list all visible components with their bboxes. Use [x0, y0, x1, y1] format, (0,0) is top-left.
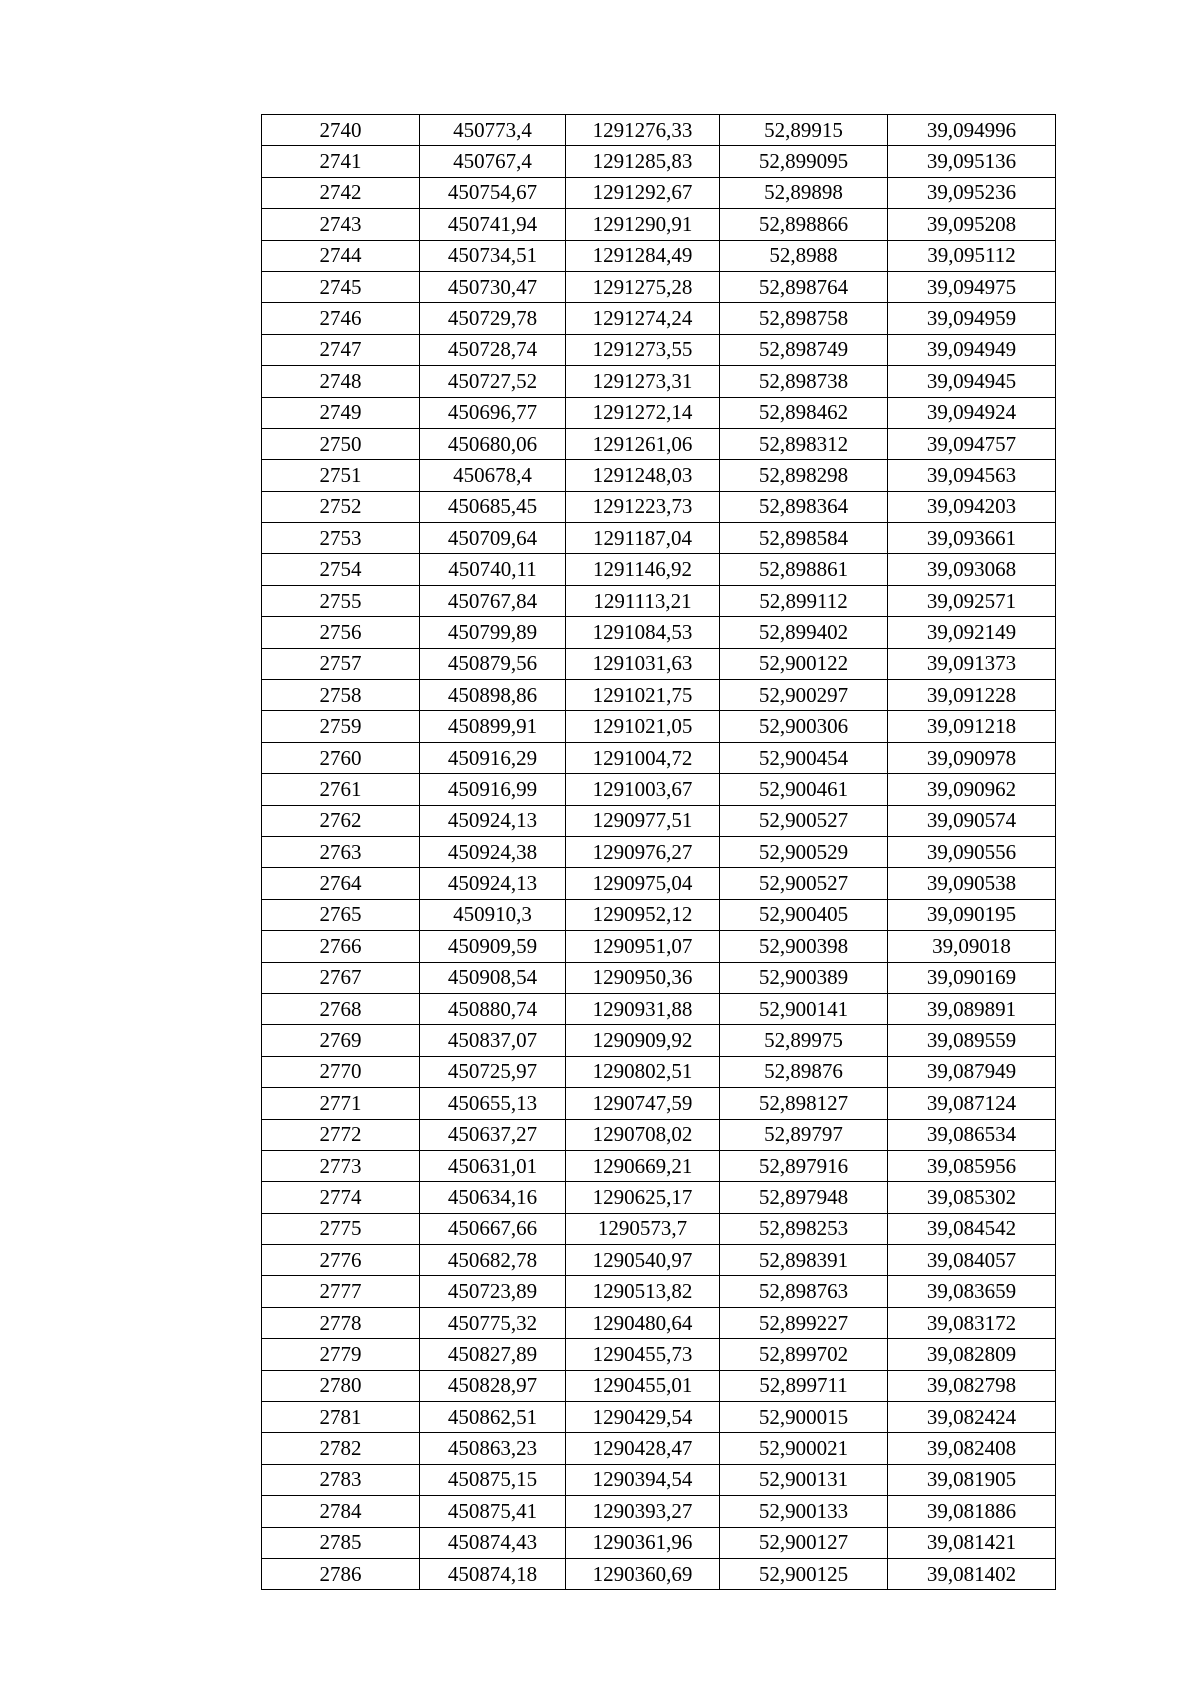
x-coordinate-cell: 450678,4 — [420, 460, 566, 491]
y-coordinate-cell: 1290455,73 — [566, 1339, 720, 1370]
x-coordinate-cell: 450682,78 — [420, 1245, 566, 1276]
point-number-cell: 2771 — [262, 1088, 420, 1119]
y-coordinate-cell: 1291223,73 — [566, 491, 720, 522]
x-coordinate-cell: 450909,59 — [420, 931, 566, 962]
point-number-cell: 2755 — [262, 585, 420, 616]
x-coordinate-cell: 450880,74 — [420, 993, 566, 1024]
y-coordinate-cell: 1291021,75 — [566, 680, 720, 711]
table-row — [262, 1276, 1056, 1307]
longitude-cell: 39,094975 — [888, 271, 1056, 302]
latitude-cell: 52,899711 — [720, 1370, 888, 1401]
latitude-cell: 52,898298 — [720, 460, 888, 491]
x-coordinate-cell: 450727,52 — [420, 366, 566, 397]
table-row — [262, 209, 1056, 240]
y-coordinate-cell: 1291273,31 — [566, 366, 720, 397]
latitude-cell: 52,89915 — [720, 115, 888, 146]
longitude-cell: 39,092571 — [888, 585, 1056, 616]
latitude-cell: 52,898866 — [720, 209, 888, 240]
longitude-cell: 39,086534 — [888, 1119, 1056, 1150]
longitude-cell: 39,090978 — [888, 742, 1056, 773]
table-row — [262, 1088, 1056, 1119]
latitude-cell: 52,8988 — [720, 240, 888, 271]
latitude-cell: 52,900454 — [720, 742, 888, 773]
y-coordinate-cell: 1290975,04 — [566, 868, 720, 899]
table-row — [262, 680, 1056, 711]
longitude-cell: 39,081905 — [888, 1464, 1056, 1495]
latitude-cell: 52,899402 — [720, 617, 888, 648]
x-coordinate-cell: 450875,41 — [420, 1496, 566, 1527]
longitude-cell: 39,083659 — [888, 1276, 1056, 1307]
table-row — [262, 366, 1056, 397]
point-number-cell: 2782 — [262, 1433, 420, 1464]
longitude-cell: 39,094949 — [888, 334, 1056, 365]
x-coordinate-cell: 450924,13 — [420, 868, 566, 899]
table-row — [262, 1527, 1056, 1558]
point-number-cell: 2784 — [262, 1496, 420, 1527]
longitude-cell: 39,082408 — [888, 1433, 1056, 1464]
latitude-cell: 52,898764 — [720, 271, 888, 302]
y-coordinate-cell: 1291031,63 — [566, 648, 720, 679]
point-number-cell: 2785 — [262, 1527, 420, 1558]
longitude-cell: 39,090195 — [888, 899, 1056, 930]
table-row — [262, 1370, 1056, 1401]
point-number-cell: 2783 — [262, 1464, 420, 1495]
y-coordinate-cell: 1291285,83 — [566, 146, 720, 177]
longitude-cell: 39,095208 — [888, 209, 1056, 240]
point-number-cell: 2773 — [262, 1150, 420, 1181]
x-coordinate-cell: 450685,45 — [420, 491, 566, 522]
point-number-cell: 2748 — [262, 366, 420, 397]
x-coordinate-cell: 450655,13 — [420, 1088, 566, 1119]
table-row — [262, 303, 1056, 334]
latitude-cell: 52,900133 — [720, 1496, 888, 1527]
point-number-cell: 2750 — [262, 428, 420, 459]
longitude-cell: 39,093661 — [888, 523, 1056, 554]
y-coordinate-cell: 1291084,53 — [566, 617, 720, 648]
x-coordinate-cell: 450723,89 — [420, 1276, 566, 1307]
y-coordinate-cell: 1290931,88 — [566, 993, 720, 1024]
point-number-cell: 2749 — [262, 397, 420, 428]
table-row — [262, 711, 1056, 742]
coordinates-table-body — [262, 115, 1056, 1590]
longitude-cell: 39,089891 — [888, 993, 1056, 1024]
table-row — [262, 899, 1056, 930]
latitude-cell: 52,897916 — [720, 1150, 888, 1181]
x-coordinate-cell: 450874,43 — [420, 1527, 566, 1558]
latitude-cell: 52,898253 — [720, 1213, 888, 1244]
x-coordinate-cell: 450637,27 — [420, 1119, 566, 1150]
y-coordinate-cell: 1291273,55 — [566, 334, 720, 365]
latitude-cell: 52,900131 — [720, 1464, 888, 1495]
table-row — [262, 1464, 1056, 1495]
point-number-cell: 2768 — [262, 993, 420, 1024]
y-coordinate-cell: 1290513,82 — [566, 1276, 720, 1307]
x-coordinate-cell: 450728,74 — [420, 334, 566, 365]
table-row — [262, 1213, 1056, 1244]
y-coordinate-cell: 1290455,01 — [566, 1370, 720, 1401]
table-row — [262, 460, 1056, 491]
y-coordinate-cell: 1291272,14 — [566, 397, 720, 428]
latitude-cell: 52,898861 — [720, 554, 888, 585]
table-row — [262, 1150, 1056, 1181]
x-coordinate-cell: 450862,51 — [420, 1402, 566, 1433]
x-coordinate-cell: 450725,97 — [420, 1056, 566, 1087]
longitude-cell: 39,085302 — [888, 1182, 1056, 1213]
latitude-cell: 52,900306 — [720, 711, 888, 742]
latitude-cell: 52,900015 — [720, 1402, 888, 1433]
latitude-cell: 52,897948 — [720, 1182, 888, 1213]
table-row — [262, 334, 1056, 365]
x-coordinate-cell: 450734,51 — [420, 240, 566, 271]
table-row — [262, 1339, 1056, 1370]
point-number-cell: 2745 — [262, 271, 420, 302]
longitude-cell: 39,095136 — [888, 146, 1056, 177]
latitude-cell: 52,900398 — [720, 931, 888, 962]
table-row — [262, 774, 1056, 805]
x-coordinate-cell: 450680,06 — [420, 428, 566, 459]
longitude-cell: 39,095236 — [888, 177, 1056, 208]
y-coordinate-cell: 1290361,96 — [566, 1527, 720, 1558]
latitude-cell: 52,900389 — [720, 962, 888, 993]
longitude-cell: 39,084542 — [888, 1213, 1056, 1244]
longitude-cell: 39,082424 — [888, 1402, 1056, 1433]
table-row — [262, 1433, 1056, 1464]
x-coordinate-cell: 450773,4 — [420, 115, 566, 146]
point-number-cell: 2742 — [262, 177, 420, 208]
y-coordinate-cell: 1290950,36 — [566, 962, 720, 993]
table-row — [262, 428, 1056, 459]
table-row — [262, 1558, 1056, 1589]
longitude-cell: 39,089559 — [888, 1025, 1056, 1056]
longitude-cell: 39,092149 — [888, 617, 1056, 648]
longitude-cell: 39,091373 — [888, 648, 1056, 679]
table-row — [262, 240, 1056, 271]
latitude-cell: 52,900405 — [720, 899, 888, 930]
y-coordinate-cell: 1291187,04 — [566, 523, 720, 554]
latitude-cell: 52,89975 — [720, 1025, 888, 1056]
longitude-cell: 39,090169 — [888, 962, 1056, 993]
x-coordinate-cell: 450827,89 — [420, 1339, 566, 1370]
point-number-cell: 2776 — [262, 1245, 420, 1276]
point-number-cell: 2777 — [262, 1276, 420, 1307]
table-row — [262, 1496, 1056, 1527]
point-number-cell: 2754 — [262, 554, 420, 585]
point-number-cell: 2747 — [262, 334, 420, 365]
table-row — [262, 836, 1056, 867]
longitude-cell: 39,094563 — [888, 460, 1056, 491]
longitude-cell: 39,082798 — [888, 1370, 1056, 1401]
x-coordinate-cell: 450874,18 — [420, 1558, 566, 1589]
y-coordinate-cell: 1290976,27 — [566, 836, 720, 867]
y-coordinate-cell: 1290708,02 — [566, 1119, 720, 1150]
point-number-cell: 2780 — [262, 1370, 420, 1401]
latitude-cell: 52,898312 — [720, 428, 888, 459]
x-coordinate-cell: 450741,94 — [420, 209, 566, 240]
table-row — [262, 648, 1056, 679]
y-coordinate-cell: 1290909,92 — [566, 1025, 720, 1056]
y-coordinate-cell: 1290977,51 — [566, 805, 720, 836]
latitude-cell: 52,89898 — [720, 177, 888, 208]
table-row — [262, 1025, 1056, 1056]
point-number-cell: 2767 — [262, 962, 420, 993]
x-coordinate-cell: 450631,01 — [420, 1150, 566, 1181]
table-row — [262, 115, 1056, 146]
x-coordinate-cell: 450775,32 — [420, 1307, 566, 1338]
table-row — [262, 617, 1056, 648]
latitude-cell: 52,900122 — [720, 648, 888, 679]
latitude-cell: 52,900527 — [720, 868, 888, 899]
y-coordinate-cell: 1291292,67 — [566, 177, 720, 208]
x-coordinate-cell: 450740,11 — [420, 554, 566, 585]
longitude-cell: 39,083172 — [888, 1307, 1056, 1338]
point-number-cell: 2753 — [262, 523, 420, 554]
latitude-cell: 52,899112 — [720, 585, 888, 616]
table-row — [262, 177, 1056, 208]
longitude-cell: 39,093068 — [888, 554, 1056, 585]
point-number-cell: 2752 — [262, 491, 420, 522]
latitude-cell: 52,899095 — [720, 146, 888, 177]
x-coordinate-cell: 450908,54 — [420, 962, 566, 993]
point-number-cell: 2743 — [262, 209, 420, 240]
point-number-cell: 2758 — [262, 680, 420, 711]
table-row — [262, 397, 1056, 428]
table-row — [262, 1182, 1056, 1213]
latitude-cell: 52,898749 — [720, 334, 888, 365]
table-row — [262, 868, 1056, 899]
y-coordinate-cell: 1291284,49 — [566, 240, 720, 271]
y-coordinate-cell: 1291021,05 — [566, 711, 720, 742]
longitude-cell: 39,087949 — [888, 1056, 1056, 1087]
y-coordinate-cell: 1291274,24 — [566, 303, 720, 334]
x-coordinate-cell: 450910,3 — [420, 899, 566, 930]
y-coordinate-cell: 1290393,27 — [566, 1496, 720, 1527]
point-number-cell: 2779 — [262, 1339, 420, 1370]
point-number-cell: 2770 — [262, 1056, 420, 1087]
table-row — [262, 271, 1056, 302]
latitude-cell: 52,899227 — [720, 1307, 888, 1338]
y-coordinate-cell: 1291004,72 — [566, 742, 720, 773]
longitude-cell: 39,091218 — [888, 711, 1056, 742]
latitude-cell: 52,898584 — [720, 523, 888, 554]
x-coordinate-cell: 450875,15 — [420, 1464, 566, 1495]
point-number-cell: 2772 — [262, 1119, 420, 1150]
latitude-cell: 52,900297 — [720, 680, 888, 711]
x-coordinate-cell: 450767,4 — [420, 146, 566, 177]
table-row — [262, 805, 1056, 836]
x-coordinate-cell: 450754,67 — [420, 177, 566, 208]
longitude-cell: 39,085956 — [888, 1150, 1056, 1181]
y-coordinate-cell: 1290429,54 — [566, 1402, 720, 1433]
longitude-cell: 39,090962 — [888, 774, 1056, 805]
y-coordinate-cell: 1290669,21 — [566, 1150, 720, 1181]
longitude-cell: 39,081421 — [888, 1527, 1056, 1558]
x-coordinate-cell: 450696,77 — [420, 397, 566, 428]
latitude-cell: 52,900527 — [720, 805, 888, 836]
y-coordinate-cell: 1290802,51 — [566, 1056, 720, 1087]
latitude-cell: 52,900021 — [720, 1433, 888, 1464]
latitude-cell: 52,898127 — [720, 1088, 888, 1119]
coordinates-table — [261, 114, 1056, 1590]
x-coordinate-cell: 450898,86 — [420, 680, 566, 711]
longitude-cell: 39,094203 — [888, 491, 1056, 522]
point-number-cell: 2759 — [262, 711, 420, 742]
y-coordinate-cell: 1290951,07 — [566, 931, 720, 962]
point-number-cell: 2764 — [262, 868, 420, 899]
point-number-cell: 2757 — [262, 648, 420, 679]
table-row — [262, 962, 1056, 993]
y-coordinate-cell: 1291146,92 — [566, 554, 720, 585]
latitude-cell: 52,89797 — [720, 1119, 888, 1150]
table-row — [262, 554, 1056, 585]
longitude-cell: 39,094996 — [888, 115, 1056, 146]
latitude-cell: 52,898391 — [720, 1245, 888, 1276]
longitude-cell: 39,082809 — [888, 1339, 1056, 1370]
x-coordinate-cell: 450634,16 — [420, 1182, 566, 1213]
table-row — [262, 742, 1056, 773]
y-coordinate-cell: 1290573,7 — [566, 1213, 720, 1244]
x-coordinate-cell: 450863,23 — [420, 1433, 566, 1464]
point-number-cell: 2775 — [262, 1213, 420, 1244]
latitude-cell: 52,900461 — [720, 774, 888, 805]
point-number-cell: 2761 — [262, 774, 420, 805]
x-coordinate-cell: 450924,38 — [420, 836, 566, 867]
table-row — [262, 585, 1056, 616]
x-coordinate-cell: 450916,99 — [420, 774, 566, 805]
y-coordinate-cell: 1291276,33 — [566, 115, 720, 146]
longitude-cell: 39,084057 — [888, 1245, 1056, 1276]
latitude-cell: 52,900127 — [720, 1527, 888, 1558]
latitude-cell: 52,900141 — [720, 993, 888, 1024]
x-coordinate-cell: 450916,29 — [420, 742, 566, 773]
longitude-cell: 39,094945 — [888, 366, 1056, 397]
point-number-cell: 2786 — [262, 1558, 420, 1589]
table-row — [262, 146, 1056, 177]
y-coordinate-cell: 1290540,97 — [566, 1245, 720, 1276]
x-coordinate-cell: 450899,91 — [420, 711, 566, 742]
x-coordinate-cell: 450837,07 — [420, 1025, 566, 1056]
y-coordinate-cell: 1291113,21 — [566, 585, 720, 616]
longitude-cell: 39,081402 — [888, 1558, 1056, 1589]
point-number-cell: 2760 — [262, 742, 420, 773]
x-coordinate-cell: 450709,64 — [420, 523, 566, 554]
latitude-cell: 52,900125 — [720, 1558, 888, 1589]
point-number-cell: 2762 — [262, 805, 420, 836]
x-coordinate-cell: 450730,47 — [420, 271, 566, 302]
latitude-cell: 52,900529 — [720, 836, 888, 867]
longitude-cell: 39,090574 — [888, 805, 1056, 836]
x-coordinate-cell: 450879,56 — [420, 648, 566, 679]
point-number-cell: 2746 — [262, 303, 420, 334]
x-coordinate-cell: 450828,97 — [420, 1370, 566, 1401]
latitude-cell: 52,898364 — [720, 491, 888, 522]
longitude-cell: 39,094757 — [888, 428, 1056, 459]
y-coordinate-cell: 1291003,67 — [566, 774, 720, 805]
x-coordinate-cell: 450667,66 — [420, 1213, 566, 1244]
x-coordinate-cell: 450924,13 — [420, 805, 566, 836]
point-number-cell: 2769 — [262, 1025, 420, 1056]
latitude-cell: 52,89876 — [720, 1056, 888, 1087]
point-number-cell: 2763 — [262, 836, 420, 867]
longitude-cell: 39,090556 — [888, 836, 1056, 867]
longitude-cell: 39,091228 — [888, 680, 1056, 711]
longitude-cell: 39,095112 — [888, 240, 1056, 271]
point-number-cell: 2766 — [262, 931, 420, 962]
y-coordinate-cell: 1290747,59 — [566, 1088, 720, 1119]
point-number-cell: 2778 — [262, 1307, 420, 1338]
table-row — [262, 1245, 1056, 1276]
y-coordinate-cell: 1290952,12 — [566, 899, 720, 930]
longitude-cell: 39,09018 — [888, 931, 1056, 962]
table-row — [262, 1402, 1056, 1433]
y-coordinate-cell: 1291261,06 — [566, 428, 720, 459]
table-row — [262, 1119, 1056, 1150]
latitude-cell: 52,898758 — [720, 303, 888, 334]
y-coordinate-cell: 1290625,17 — [566, 1182, 720, 1213]
point-number-cell: 2741 — [262, 146, 420, 177]
y-coordinate-cell: 1291290,91 — [566, 209, 720, 240]
point-number-cell: 2744 — [262, 240, 420, 271]
longitude-cell: 39,094924 — [888, 397, 1056, 428]
y-coordinate-cell: 1291248,03 — [566, 460, 720, 491]
y-coordinate-cell: 1290360,69 — [566, 1558, 720, 1589]
table-row — [262, 491, 1056, 522]
longitude-cell: 39,087124 — [888, 1088, 1056, 1119]
y-coordinate-cell: 1290428,47 — [566, 1433, 720, 1464]
longitude-cell: 39,090538 — [888, 868, 1056, 899]
table-row — [262, 1307, 1056, 1338]
longitude-cell: 39,081886 — [888, 1496, 1056, 1527]
point-number-cell: 2751 — [262, 460, 420, 491]
x-coordinate-cell: 450799,89 — [420, 617, 566, 648]
point-number-cell: 2774 — [262, 1182, 420, 1213]
latitude-cell: 52,898763 — [720, 1276, 888, 1307]
point-number-cell: 2756 — [262, 617, 420, 648]
latitude-cell: 52,899702 — [720, 1339, 888, 1370]
y-coordinate-cell: 1290480,64 — [566, 1307, 720, 1338]
table-row — [262, 1056, 1056, 1087]
point-number-cell: 2765 — [262, 899, 420, 930]
y-coordinate-cell: 1291275,28 — [566, 271, 720, 302]
y-coordinate-cell: 1290394,54 — [566, 1464, 720, 1495]
table-row — [262, 523, 1056, 554]
point-number-cell: 2781 — [262, 1402, 420, 1433]
longitude-cell: 39,094959 — [888, 303, 1056, 334]
latitude-cell: 52,898738 — [720, 366, 888, 397]
table-row — [262, 993, 1056, 1024]
x-coordinate-cell: 450767,84 — [420, 585, 566, 616]
table-row — [262, 931, 1056, 962]
point-number-cell: 2740 — [262, 115, 420, 146]
latitude-cell: 52,898462 — [720, 397, 888, 428]
x-coordinate-cell: 450729,78 — [420, 303, 566, 334]
